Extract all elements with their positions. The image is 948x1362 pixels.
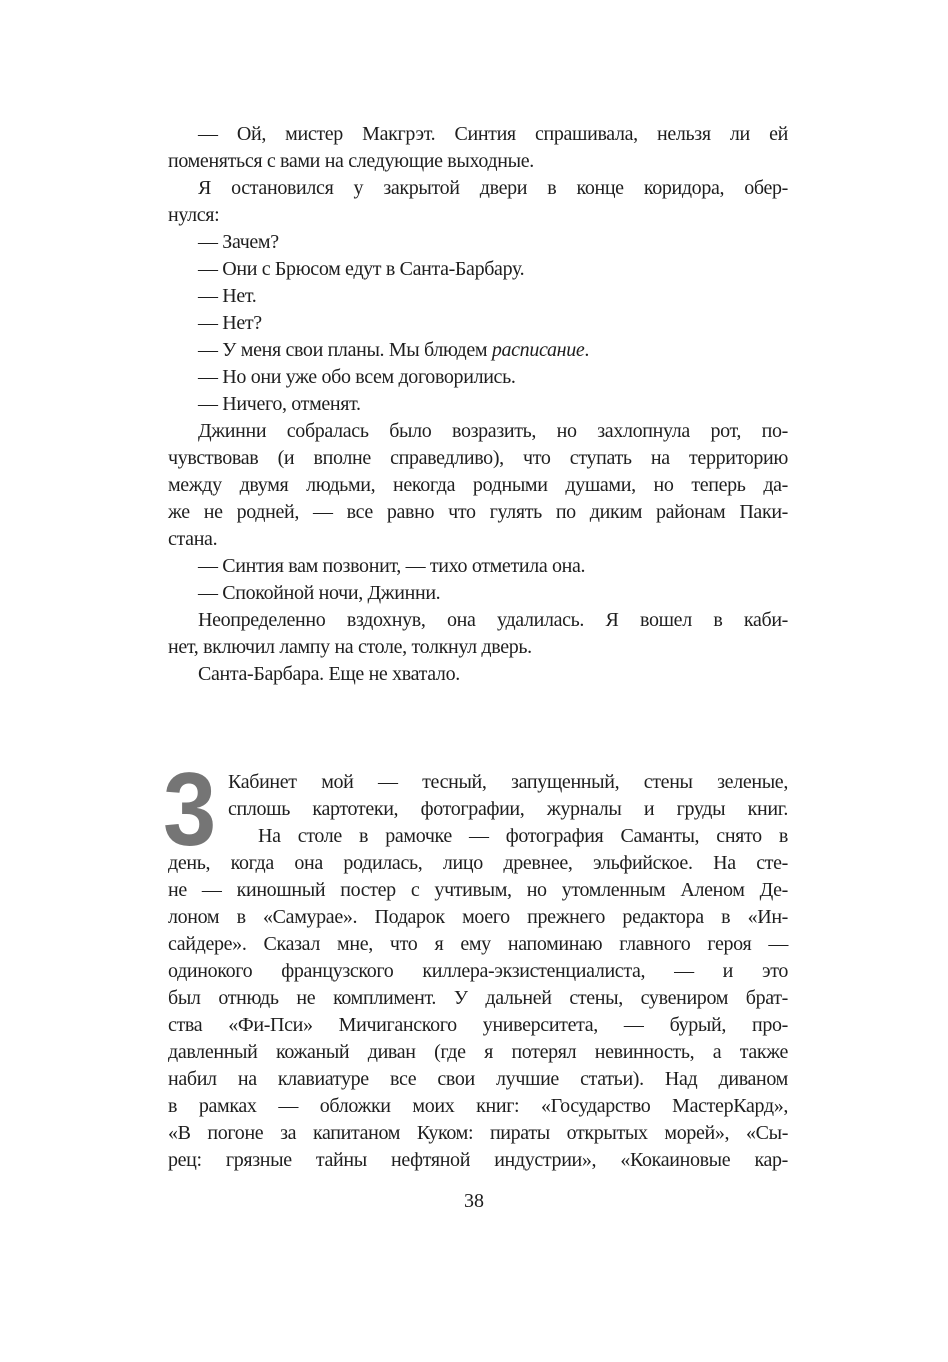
text-line (228, 769, 788, 796)
line-text: стана. (168, 528, 218, 550)
text-line (168, 1120, 788, 1147)
text-line (168, 634, 788, 661)
text-line (168, 148, 788, 175)
line-text: сплошь картотеки, фотографии, журналы и груды книг. (228, 798, 788, 820)
line-text: сайдере». Сказал мне, что я ему напоминаю главного героя — (168, 933, 788, 955)
text-line (198, 229, 788, 256)
text-line (168, 985, 788, 1012)
line-text: между двумя людьми, некогда родными душами, но теперь да- (168, 474, 788, 496)
text-line (198, 607, 788, 634)
line-text: был отнюдь не комплимент. У дальней стены, сувениром брат- (168, 987, 788, 1009)
line-text: Неопределенно вздохнув, она удалилась. Я вошел в каби- (198, 609, 788, 631)
line-text: чувствовав (и вполне справедливо), что ступать на территорию (168, 447, 788, 469)
text-line (168, 1147, 788, 1174)
text-line (198, 310, 788, 337)
line-text: ства «Фи-Пси» Мичиганского университета, — бурый, про- (168, 1014, 788, 1036)
line-text: же не родней, — все равно что гулять по диким районам Паки- (168, 501, 788, 523)
line-text: Джинни собралась было возразить, но захлопнула рот, по- (198, 420, 788, 442)
line-text: поменяться с вами на следующие выходные. (168, 150, 534, 172)
text-line (168, 472, 788, 499)
line-text: рец: грязные тайны нефтяной индустрии», «Кокаиновые кар- (168, 1149, 788, 1171)
text-line (198, 553, 788, 580)
line-text: — Ничего, отменят. (198, 393, 361, 415)
text-line (168, 526, 788, 553)
line-text: — Они с Брюсом едут в Санта-Барбару. (198, 258, 525, 280)
text-line (168, 499, 788, 526)
line-text: — Нет. (198, 285, 257, 307)
line-text: день, когда она родилась, лицо древнее, эльфийское. На сте- (168, 852, 788, 874)
text-line (168, 1039, 788, 1066)
line-text: — Ой, мистер Макгрэт. Синтия спрашивала, нельзя ли ей (198, 123, 788, 145)
text-line (168, 1093, 788, 1120)
text-line (228, 796, 788, 823)
line-text: одинокого французского киллера-экзистенциалиста, — и это (168, 960, 788, 982)
line-text: — Зачем? (198, 231, 279, 253)
line-text: лоном в «Самурае». Подарок моего прежнего редактора в «Ин- (168, 906, 788, 928)
text-line (198, 580, 788, 607)
line-text: «В погоне за капитаном Куком: пираты открытых морей», «Сы- (168, 1122, 788, 1144)
line-text: — Синтия вам позвонит, — тихо отметила она. (198, 555, 586, 577)
text-line (168, 1066, 788, 1093)
text-line (168, 958, 788, 985)
text-line (258, 823, 788, 850)
text-line (198, 175, 788, 202)
text-line (198, 283, 788, 310)
page-number: 38 (464, 1190, 484, 1212)
line-text: нулся: (168, 204, 220, 226)
line-text: Я остановился у закрытой двери в конце коридора, обер- (198, 177, 788, 199)
line-text: — Но они уже обо всем договорились. (198, 366, 516, 388)
text-line (198, 364, 788, 391)
line-text: — Спокойной ночи, Джинни. (198, 582, 441, 604)
line-text: нет, включил лампу на столе, толкнул дверь. (168, 636, 532, 658)
text-line (198, 121, 788, 148)
line-text: — У меня свои планы. Мы блюдем (198, 339, 492, 361)
chapter-drop-cap: 3 (163, 752, 217, 868)
text-line (198, 337, 788, 364)
text-line (168, 931, 788, 958)
text-line (168, 877, 788, 904)
line-text-after: . (584, 339, 590, 361)
text-line (168, 202, 788, 229)
text-line (168, 904, 788, 931)
text-line (168, 1012, 788, 1039)
line-text: Санта-Барбара. Еще не хватало. (198, 663, 460, 685)
line-text: На столе в рамочке — фотография Саманты, снято в (258, 825, 788, 847)
line-text: не — киношный постер с учтивым, но утомленным Аленом Де- (168, 879, 788, 901)
text-line (198, 418, 788, 445)
text-line (198, 256, 788, 283)
line-text: — Нет? (198, 312, 262, 334)
italic-word: расписание (491, 339, 585, 361)
text-line (168, 850, 788, 877)
line-text: набил на клавиатуре все свои лучшие статьи). Над диваном (168, 1068, 788, 1090)
text-line (198, 391, 788, 418)
text-line (168, 445, 788, 472)
line-text: Кабинет мой — тесный, запущенный, стены зеленые, (228, 771, 788, 793)
text-line (198, 661, 788, 688)
line-text: в рамках — обложки моих книг: «Государство МастерКард», (168, 1095, 788, 1117)
line-text: давленный кожаный диван (где я потерял невинность, а также (168, 1041, 788, 1063)
